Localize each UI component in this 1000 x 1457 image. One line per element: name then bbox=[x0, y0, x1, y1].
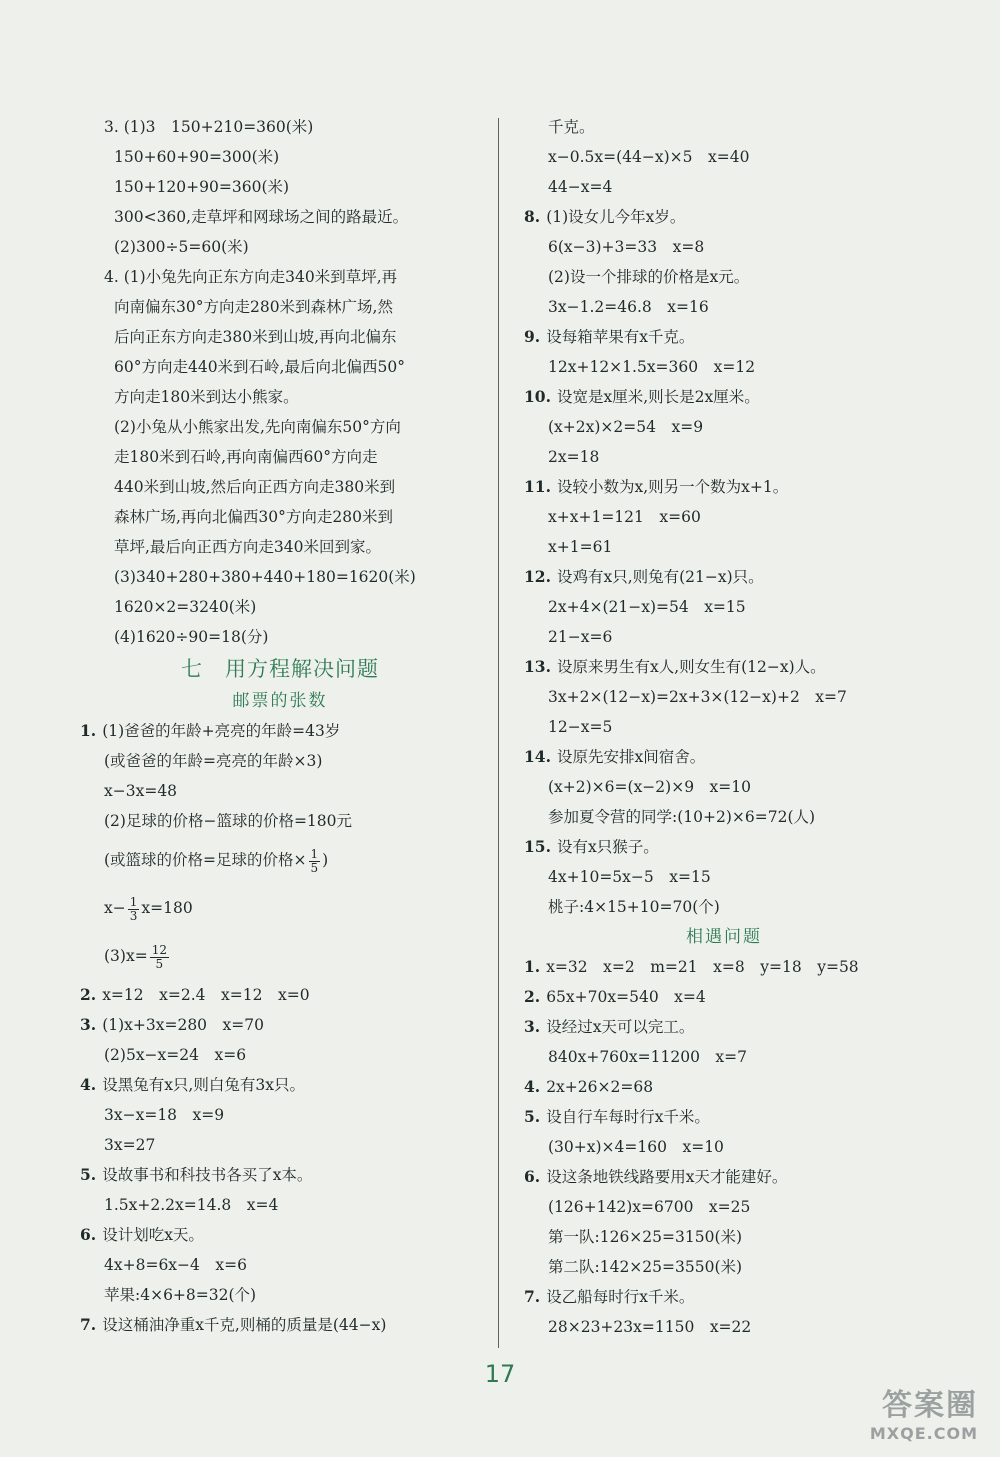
answer-line bbox=[80, 532, 480, 562]
answer-line bbox=[80, 472, 480, 502]
answer-text: x=32 x=2 m=21 x=8 y=18 y=58 bbox=[546, 958, 859, 976]
answer-text: 向南偏东30°方向走280米到森林广场,然 bbox=[114, 298, 393, 316]
answer-text: 3. (1)3 150+210=360(米) bbox=[104, 118, 314, 136]
answer-line bbox=[524, 1072, 924, 1102]
answer-text: 65x+70x=540 x=4 bbox=[546, 988, 706, 1006]
answer-line bbox=[524, 1012, 924, 1042]
question-number: 7. bbox=[524, 1287, 541, 1306]
answer-text: (x+2x)×2=54 x=9 bbox=[548, 418, 704, 436]
question-number: 10. bbox=[524, 387, 551, 406]
answer-line bbox=[524, 592, 924, 622]
question-number: 1. bbox=[80, 721, 97, 740]
answer-text: 设黑兔有x只,则白兔有3x只。 bbox=[102, 1076, 305, 1094]
answer-text: x+x+1=121 x=60 bbox=[548, 508, 701, 526]
answer-text: 设这条地铁线路要用x天才能建好。 bbox=[546, 1168, 788, 1186]
answer-text: 150+120+90=360(米) bbox=[114, 178, 290, 196]
answer-line bbox=[524, 1042, 924, 1072]
answer-line bbox=[80, 1040, 480, 1070]
answer-line bbox=[524, 652, 924, 682]
answer-line bbox=[80, 412, 480, 442]
answer-text: (1)x+3x=280 x=70 bbox=[102, 1016, 264, 1034]
question-number: 9. bbox=[524, 327, 541, 346]
answer-line bbox=[524, 1132, 924, 1162]
answer-line bbox=[80, 352, 480, 382]
question-number: 5. bbox=[80, 1165, 97, 1184]
answer-line bbox=[524, 322, 924, 352]
answer-line bbox=[80, 1190, 480, 1220]
answer-line bbox=[524, 1282, 924, 1312]
answer-text: 4x+8=6x−4 x=6 bbox=[104, 1256, 247, 1274]
answer-text: 2x+26×2=68 bbox=[546, 1078, 654, 1096]
answer-line bbox=[524, 172, 924, 202]
answer-line bbox=[80, 1010, 480, 1040]
fraction: $\frac{1}{5}$ bbox=[310, 846, 319, 875]
answer-line bbox=[524, 142, 924, 172]
answer-text: 桃子:4×15+10=70(个) bbox=[548, 898, 720, 916]
answer-line bbox=[524, 742, 924, 772]
answer-text: x−0.5x=(44−x)×5 x=40 bbox=[548, 148, 750, 166]
question-number: 5. bbox=[524, 1107, 541, 1126]
question-number: 7. bbox=[80, 1315, 97, 1334]
answer-line bbox=[524, 1252, 924, 1282]
fraction-suffix: ) bbox=[322, 851, 329, 869]
answer-line bbox=[524, 1192, 924, 1222]
answer-text: 2x=18 bbox=[548, 448, 600, 466]
answer-text: (2)小兔从小熊家出发,先向南偏东50°方向 bbox=[114, 418, 401, 436]
answer-text: 4x+10=5x−5 x=15 bbox=[548, 868, 711, 886]
answer-line bbox=[524, 802, 924, 832]
answer-line bbox=[80, 1280, 480, 1310]
answer-line bbox=[524, 292, 924, 322]
question-number: 8. bbox=[524, 207, 541, 226]
column-divider bbox=[498, 118, 499, 1348]
answer-line bbox=[524, 112, 924, 142]
answer-text: 方向走180米到达小熊家。 bbox=[114, 388, 299, 406]
answer-line bbox=[80, 262, 480, 292]
fraction-line bbox=[80, 932, 480, 980]
watermark-url: MXQE.COM bbox=[869, 1424, 978, 1443]
answer-line bbox=[524, 1312, 924, 1342]
answer-text: 设计划吃x天。 bbox=[102, 1226, 204, 1244]
answer-text: (2)5x−x=24 x=6 bbox=[104, 1046, 247, 1064]
answer-text: (3)340+280+380+440+180=1620(米) bbox=[114, 568, 416, 586]
answer-line bbox=[524, 1102, 924, 1132]
answer-line bbox=[80, 172, 480, 202]
answer-text: (或爸爸的年龄=亮亮的年龄×3) bbox=[104, 752, 323, 770]
answer-line bbox=[80, 1310, 480, 1340]
fraction-line bbox=[80, 836, 480, 884]
answer-text: 后向正东方向走380米到山坡,再向北偏东 bbox=[114, 328, 397, 346]
answer-text: 设经过x天可以完工。 bbox=[546, 1018, 695, 1036]
answer-text: 12x+12×1.5x=360 x=12 bbox=[548, 358, 756, 376]
answer-text: 设较小数为x,则另一个数为x+1。 bbox=[556, 478, 789, 496]
answer-text: 设故事书和科技书各买了x本。 bbox=[102, 1166, 313, 1184]
fraction-line bbox=[80, 884, 480, 932]
answer-text: (2)设一个排球的价格是x元。 bbox=[548, 268, 750, 286]
answer-text: 4. (1)小兔先向正东方向走340米到草坪,再 bbox=[104, 268, 398, 286]
answer-line bbox=[80, 1100, 480, 1130]
answer-text: 第一队:126×25=3150(米) bbox=[548, 1228, 743, 1246]
answer-line bbox=[80, 202, 480, 232]
answer-text: (1)设女儿今年x岁。 bbox=[546, 208, 686, 226]
answer-line bbox=[524, 622, 924, 652]
answer-text: (126+142)x=6700 x=25 bbox=[548, 1198, 751, 1216]
answer-line bbox=[80, 112, 480, 142]
answer-line bbox=[524, 202, 924, 232]
answer-text: (4)1620÷90=18(分) bbox=[114, 628, 269, 646]
fraction: $\frac{1}{3}$ bbox=[129, 894, 138, 923]
answer-text: (1)爸爸的年龄+亮亮的年龄=43岁 bbox=[102, 722, 341, 740]
answer-text: 60°方向走440米到石岭,最后向北偏西50° bbox=[114, 358, 405, 376]
answer-line bbox=[524, 832, 924, 862]
question-number: 4. bbox=[524, 1077, 541, 1096]
answer-text: 参加夏令营的同学:(10+2)×6=72(人) bbox=[548, 808, 816, 826]
answer-line bbox=[524, 232, 924, 262]
answer-text: (x+2)×6=(x−2)×9 x=10 bbox=[548, 778, 752, 796]
answer-line bbox=[80, 1220, 480, 1250]
answer-text: (2)300÷5=60(米) bbox=[114, 238, 249, 256]
answer-line bbox=[80, 142, 480, 172]
question-number: 15. bbox=[524, 837, 551, 856]
answer-text: 千克。 bbox=[548, 118, 595, 136]
answer-text: 21−x=6 bbox=[548, 628, 613, 646]
answer-text: x−3x=48 bbox=[104, 782, 178, 800]
answer-text: 6(x−3)+3=33 x=8 bbox=[548, 238, 705, 256]
answer-line bbox=[80, 382, 480, 412]
answer-text: 3x=27 bbox=[104, 1136, 156, 1154]
question-number: 1. bbox=[524, 957, 541, 976]
answer-line bbox=[524, 982, 924, 1012]
question-number: 4. bbox=[80, 1075, 97, 1094]
answer-line bbox=[524, 952, 924, 982]
answer-text: 3x+2×(12−x)=2x+3×(12−x)+2 x=7 bbox=[548, 688, 847, 706]
fraction-prefix: x− bbox=[104, 899, 126, 917]
answer-text: 440米到山坡,然后向正西方向走380米到 bbox=[114, 478, 396, 496]
answer-line bbox=[524, 532, 924, 562]
fraction-suffix: x=180 bbox=[141, 899, 193, 917]
answer-line bbox=[524, 892, 924, 922]
answer-line bbox=[80, 806, 480, 836]
answer-line bbox=[524, 682, 924, 712]
left-column bbox=[80, 112, 480, 1340]
answer-text: 300<360,走草坪和网球场之间的路最近。 bbox=[114, 208, 409, 226]
question-number: 13. bbox=[524, 657, 551, 676]
question-number: 6. bbox=[80, 1225, 97, 1244]
answer-text: 设这桶油净重x千克,则桶的质量是(44−x) bbox=[102, 1316, 387, 1334]
answer-line bbox=[80, 746, 480, 776]
answer-text: 设乙船每时行x千米。 bbox=[546, 1288, 695, 1306]
answer-line bbox=[80, 622, 480, 652]
answer-text: 设原先安排x间宿舍。 bbox=[556, 748, 706, 766]
left-answers-b bbox=[80, 716, 480, 836]
right-answers-b bbox=[524, 952, 924, 1342]
answer-line bbox=[524, 262, 924, 292]
question-number: 3. bbox=[524, 1017, 541, 1036]
answer-text: 150+60+90=300(米) bbox=[114, 148, 280, 166]
answer-line bbox=[80, 716, 480, 746]
answer-text: 1.5x+2.2x=14.8 x=4 bbox=[104, 1196, 279, 1214]
answer-line bbox=[524, 1222, 924, 1252]
answer-line bbox=[80, 292, 480, 322]
question-number: 12. bbox=[524, 567, 551, 586]
answer-line bbox=[80, 1160, 480, 1190]
answer-line bbox=[524, 772, 924, 802]
question-number: 3. bbox=[80, 1015, 97, 1034]
answer-text: 44−x=4 bbox=[548, 178, 613, 196]
answer-line bbox=[80, 442, 480, 472]
question-number: 11. bbox=[524, 477, 551, 496]
answer-text: 3x−1.2=46.8 x=16 bbox=[548, 298, 709, 316]
answer-text: 设原来男生有x人,则女生有(12−x)人。 bbox=[556, 658, 826, 676]
answer-line bbox=[80, 562, 480, 592]
answer-text: 走180米到石岭,再向南偏西60°方向走 bbox=[114, 448, 378, 466]
fraction: $\frac{12}{5}$ bbox=[151, 942, 167, 971]
answer-text: 1620×2=3240(米) bbox=[114, 598, 257, 616]
answer-line bbox=[524, 412, 924, 442]
answer-text: 3x−x=18 x=9 bbox=[104, 1106, 225, 1124]
answer-line bbox=[524, 502, 924, 532]
answer-line bbox=[524, 382, 924, 412]
answer-line bbox=[80, 980, 480, 1010]
watermark-text: 答案圈 bbox=[882, 1388, 978, 1423]
answer-line bbox=[80, 1070, 480, 1100]
answer-text: 苹果:4×6+8=32(个) bbox=[104, 1286, 257, 1304]
right-answers-a bbox=[524, 112, 924, 922]
section-title: 七 用方程解决问题 bbox=[181, 657, 379, 681]
answer-text: x+1=61 bbox=[548, 538, 613, 556]
answer-text: 森林广场,再向北偏西30°方向走280米到 bbox=[114, 508, 393, 526]
answer-line bbox=[524, 472, 924, 502]
answer-line bbox=[524, 562, 924, 592]
answer-text: 设自行车每时行x千米。 bbox=[546, 1108, 710, 1126]
answer-line bbox=[80, 776, 480, 806]
question-number: 6. bbox=[524, 1167, 541, 1186]
answer-text: (30+x)×4=160 x=10 bbox=[548, 1138, 724, 1156]
answer-text: 设每箱苹果有x千克。 bbox=[546, 328, 695, 346]
answer-line bbox=[80, 502, 480, 532]
answer-text: x=12 x=2.4 x=12 x=0 bbox=[102, 986, 310, 1004]
left-answers-a bbox=[80, 112, 480, 652]
answer-line bbox=[80, 1250, 480, 1280]
answer-line bbox=[524, 862, 924, 892]
answer-line bbox=[524, 712, 924, 742]
question-number: 2. bbox=[80, 985, 97, 1004]
answer-text: 28×23+23x=1150 x=22 bbox=[548, 1318, 752, 1336]
answer-text: 第二队:142×25=3550(米) bbox=[548, 1258, 743, 1276]
watermark-logo bbox=[870, 1380, 978, 1443]
answer-text: 2x+4×(21−x)=54 x=15 bbox=[548, 598, 746, 616]
answer-text: 草坪,最后向正西方向走340米回到家。 bbox=[114, 538, 382, 556]
answer-line bbox=[524, 352, 924, 382]
fraction-prefix: (3)x= bbox=[104, 947, 148, 965]
left-answers-c bbox=[80, 980, 480, 1340]
answer-line bbox=[80, 232, 480, 262]
answer-line bbox=[524, 442, 924, 472]
fraction-prefix: (或篮球的价格=足球的价格× bbox=[104, 851, 307, 869]
right-column bbox=[524, 112, 924, 1342]
subsection-title-meeting: 相遇问题 bbox=[686, 927, 762, 947]
answer-line bbox=[80, 1130, 480, 1160]
question-number: 14. bbox=[524, 747, 551, 766]
answer-line bbox=[80, 592, 480, 622]
answer-text: 设有x只猴子。 bbox=[556, 838, 659, 856]
answer-text: 设宽是x厘米,则长是2x厘米。 bbox=[556, 388, 760, 406]
question-number: 2. bbox=[524, 987, 541, 1006]
answer-line bbox=[524, 1162, 924, 1192]
subsection-title-stamps: 邮票的张数 bbox=[232, 691, 328, 711]
answer-text: 840x+760x=11200 x=7 bbox=[548, 1048, 748, 1066]
answer-text: (2)足球的价格−篮球的价格=180元 bbox=[104, 812, 353, 830]
answer-text: 设鸡有x只,则兔有(21−x)只。 bbox=[556, 568, 764, 586]
page-number: 17 bbox=[484, 1360, 516, 1388]
answer-text: 12−x=5 bbox=[548, 718, 613, 736]
answer-line bbox=[80, 322, 480, 352]
